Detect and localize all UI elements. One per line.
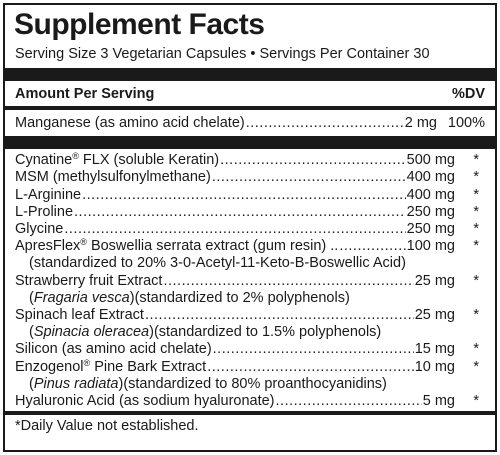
manganese-row: [15, 115, 485, 132]
ingredient-row: [15, 307, 485, 324]
leader-dots: [220, 152, 406, 169]
ingredient-standardization: (standardized to 20% 3-0-Acetyl-11-Keto-B-Boswellic Acid): [29, 255, 406, 272]
leader-dots: [276, 393, 422, 410]
ingredient-amount: 10 mg: [414, 358, 455, 375]
ingredient-name: Silicon (as amino acid chelate): [15, 341, 212, 358]
ingredient-name: L-Arginine: [15, 186, 82, 203]
footnote: *Daily Value not established.: [15, 418, 199, 435]
leader-dots: [339, 238, 405, 255]
ingredient-row: [15, 238, 485, 255]
ingredient-name: Enzogenol® Pine Bark Extract: [15, 357, 207, 375]
ingredient-name: Manganese (as amino acid chelate): [15, 115, 245, 131]
ingredient-name: Strawberry fruit Extract: [15, 272, 163, 289]
medium-divider: [5, 106, 495, 110]
leader-dots: [246, 115, 404, 132]
ingredient-amount: 500 mg: [406, 152, 455, 169]
ingredient-list: [15, 152, 485, 410]
ingredient-amount: 25 mg: [414, 272, 455, 289]
ingredient-amount: 400 mg: [406, 186, 455, 203]
ingredient-amount: 2 mg: [404, 115, 437, 131]
ingredient-standardization: (Spinacia oleracea)(standardized to 1.5% polyphenols): [29, 324, 382, 341]
ingredient-dv: *: [473, 358, 479, 375]
ingredient-row: [15, 359, 485, 376]
leader-dots: [64, 221, 405, 238]
ingredient-amount: 250 mg: [406, 203, 455, 220]
amount-header: [15, 81, 485, 104]
ingredient-dv: *: [473, 393, 479, 410]
ingredient-amount: 15 mg: [414, 341, 455, 358]
ingredient-row: [15, 187, 485, 204]
botanical-name: Spinacia oleracea: [33, 324, 150, 341]
leader-dots: [212, 169, 406, 186]
thick-divider: [5, 68, 495, 81]
ingredient-amount: 100 mg: [406, 238, 455, 255]
amount-per-serving-label: Amount Per Serving: [15, 86, 155, 102]
leader-dots: [163, 273, 413, 290]
leader-dots: [82, 187, 406, 204]
ingredient-name: Cynatine® FLX (soluble Keratin): [15, 151, 220, 169]
serving-info: Serving Size 3 Vegetarian Capsules • Servings Per Container 30: [15, 46, 430, 62]
ingredient-row: [15, 341, 485, 358]
ingredient-row: [15, 152, 485, 169]
ingredient-amount: 25 mg: [414, 307, 455, 324]
ingredient-amount: 400 mg: [406, 169, 455, 186]
botanical-name: Pinus radiata: [33, 375, 119, 392]
ingredient-amount: 250 mg: [406, 221, 455, 238]
ingredient-dv: *: [473, 238, 479, 255]
ingredient-dv: *: [473, 203, 479, 220]
ingredient-row: [15, 393, 485, 410]
supplement-facts-panel: [3, 3, 497, 452]
ingredient-dv: *: [473, 341, 479, 358]
ingredient-row: [15, 204, 485, 221]
ingredient-row: [15, 273, 485, 290]
ingredient-dv: *: [473, 186, 479, 203]
panel-title: Supplement Facts: [14, 8, 265, 41]
thick-divider: [5, 136, 495, 149]
ingredient-standardization: (Pinus radiata)(standardized to 80% proanthocyanidins): [29, 375, 387, 392]
ingredient-name: Glycine: [15, 221, 64, 238]
ingredient-dv: *: [473, 272, 479, 289]
ingredient-dv: *: [473, 221, 479, 238]
ingredient-row: [15, 169, 485, 186]
leader-dots: [213, 341, 414, 358]
ingredient-dv: *: [473, 169, 479, 186]
ingredient-dv: 100%: [447, 115, 485, 131]
leader-dots: [145, 307, 414, 324]
ingredient-dv: *: [473, 307, 479, 324]
ingredient-name: L-Proline: [15, 203, 74, 220]
ingredient-name: Hyaluronic Acid (as sodium hyaluronate): [15, 393, 275, 410]
leader-dots: [74, 204, 406, 221]
ingredient-dv: *: [473, 152, 479, 169]
leader-dots: [207, 359, 413, 376]
dv-label: %DV: [451, 86, 485, 102]
ingredient-amount: 5 mg: [422, 393, 455, 410]
ingredient-name: MSM (methylsulfonylmethane): [15, 169, 211, 186]
ingredient-name: Spinach leaf Extract: [15, 307, 144, 324]
bottom-divider: [5, 411, 495, 415]
ingredient-row: [15, 221, 485, 238]
botanical-name: Fragaria vesca: [33, 289, 130, 306]
ingredient-name: ApresFlex® Boswellia serrata extract (gum resin) ..: [15, 237, 339, 255]
ingredient-standardization: (Fragaria vesca)(standardized to 2% polyphenols): [29, 289, 350, 306]
